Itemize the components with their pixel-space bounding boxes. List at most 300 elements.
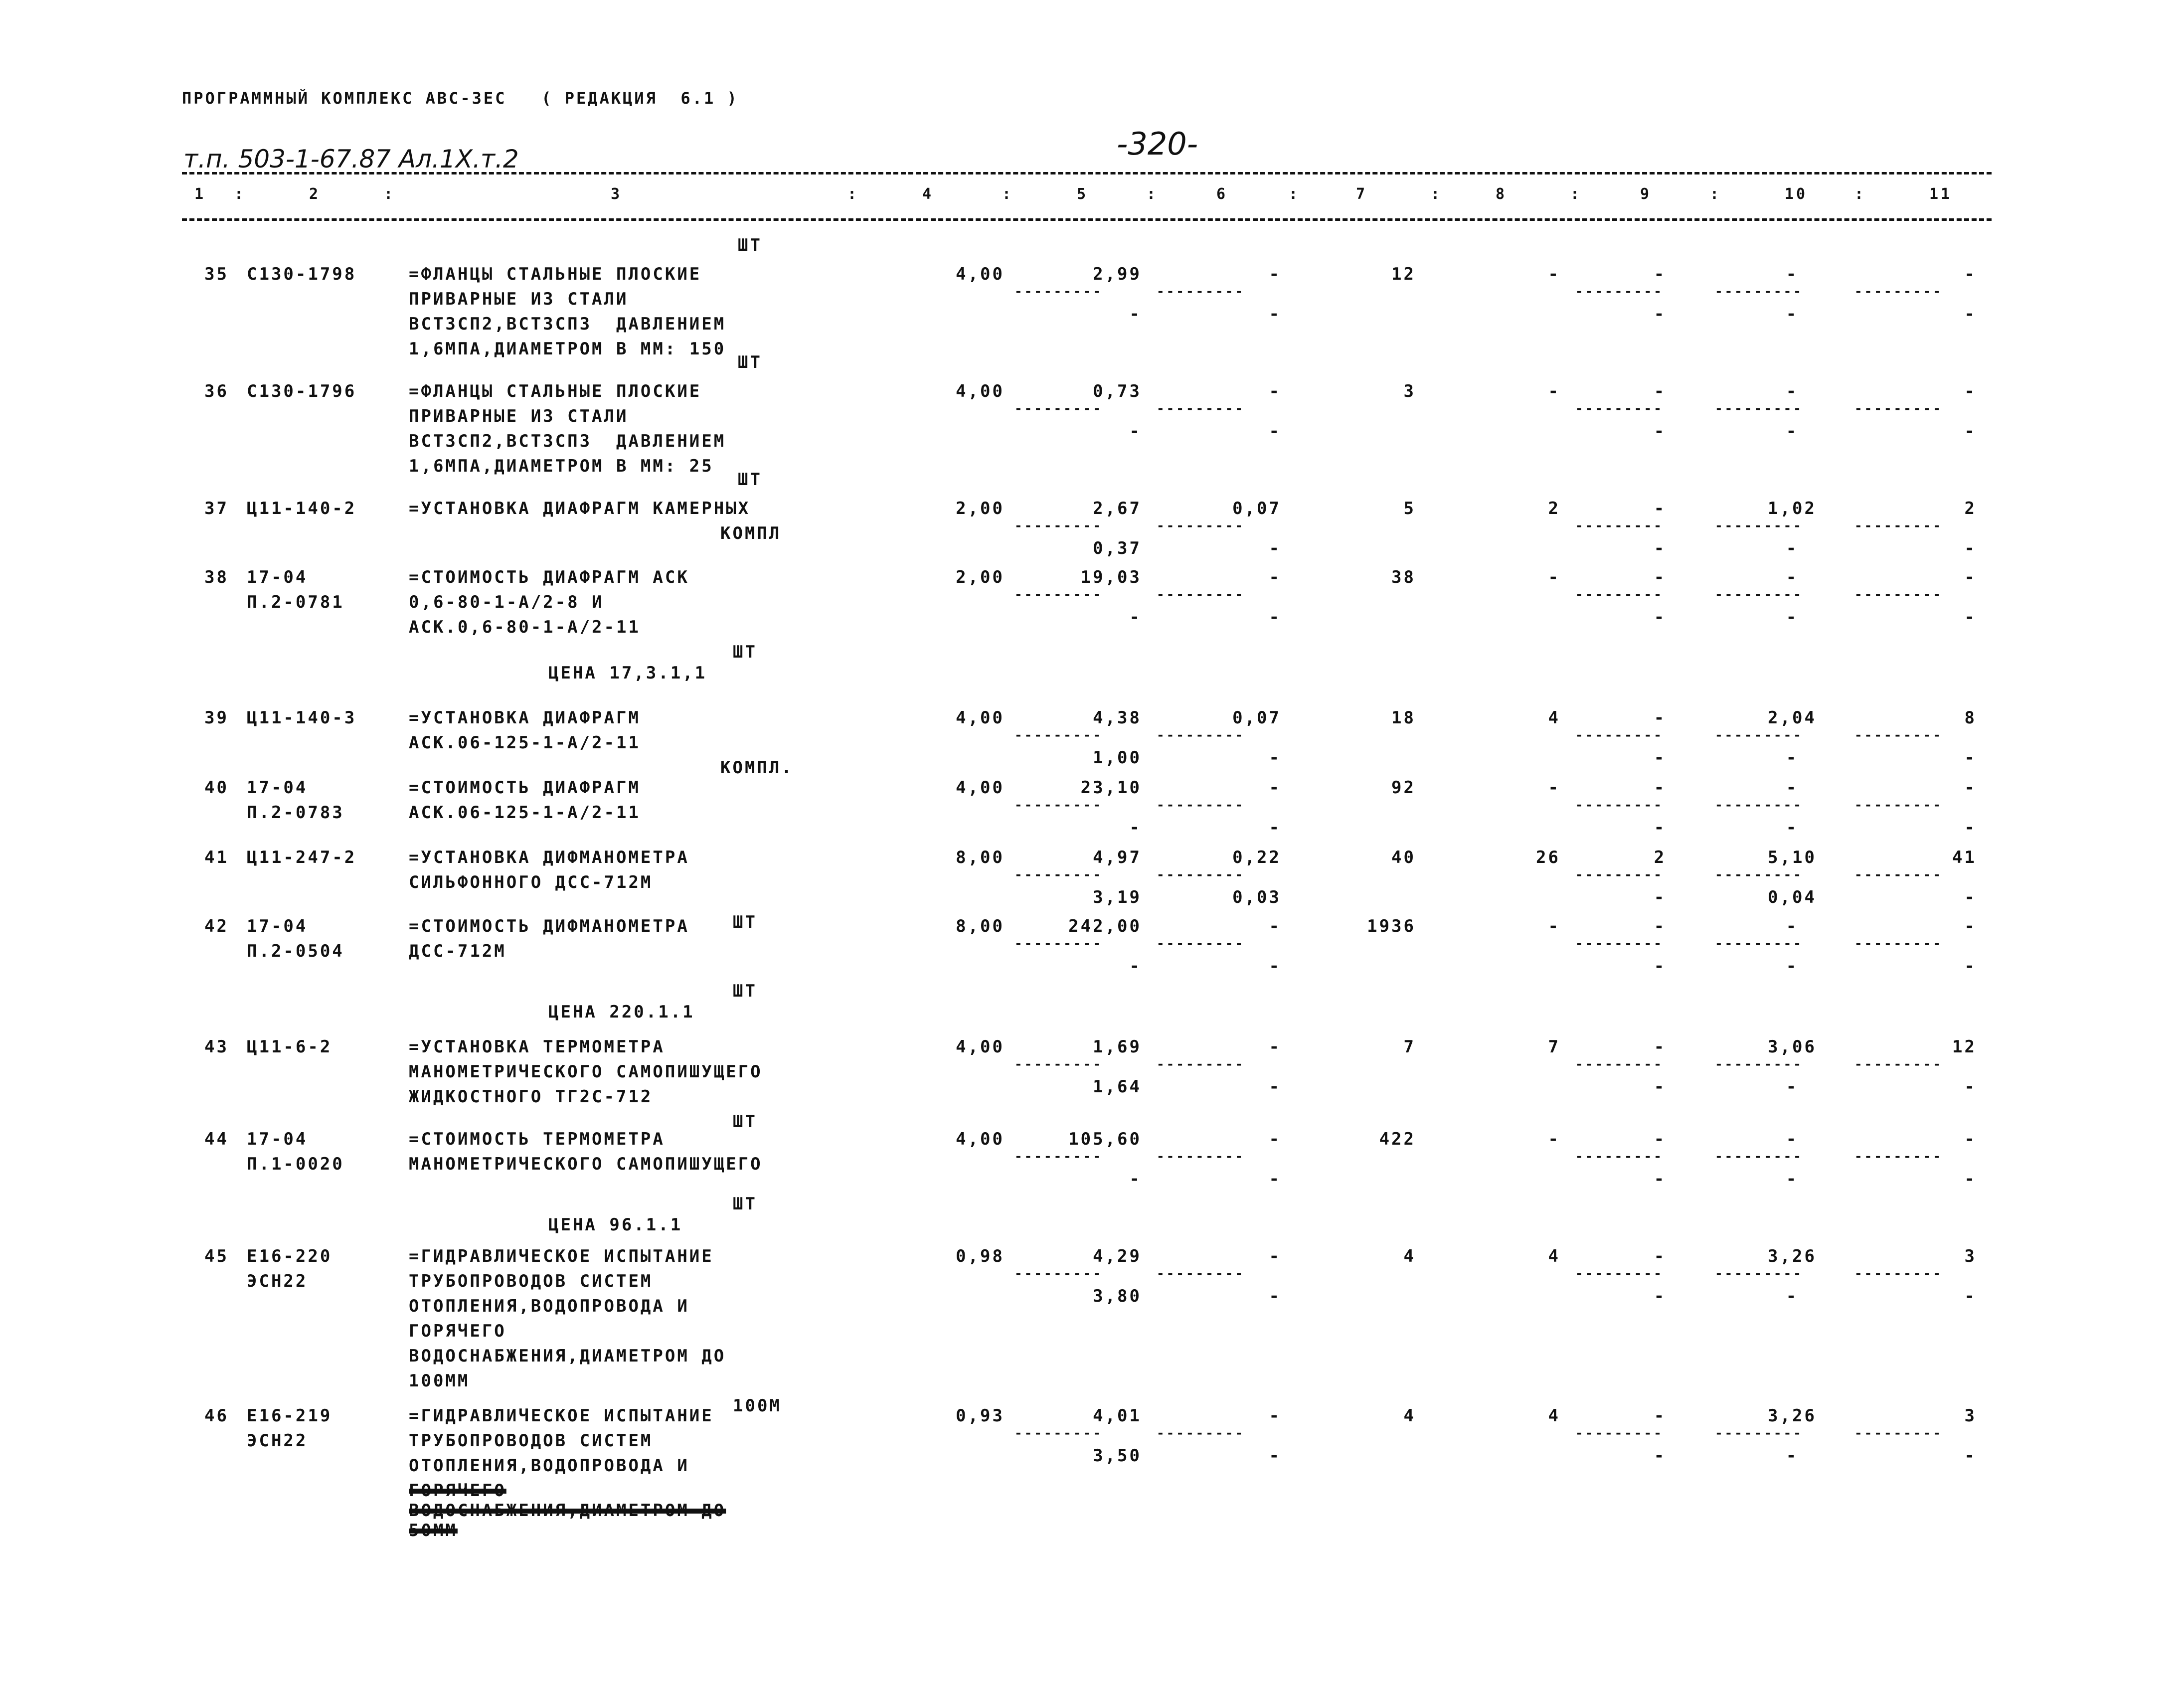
- description-line: ДСС-712М: [409, 941, 506, 961]
- col10-dashes: ---------: [1715, 1426, 1803, 1441]
- total-machine-wages: -: [1654, 748, 1667, 768]
- unit-label: 100М: [733, 1396, 782, 1416]
- unit-label: КОМПЛ.: [720, 758, 794, 778]
- price-note: ЦЕНА 220.1.1: [548, 1002, 695, 1022]
- total-wages: -: [1548, 778, 1560, 798]
- col11-dashes: ---------: [1854, 1149, 1943, 1164]
- quantity: 4,00: [956, 778, 1005, 798]
- labour-total-machine: -: [1964, 1077, 1977, 1097]
- unit-cost-wages: -: [1129, 607, 1142, 627]
- total-machine-wages: -: [1654, 1446, 1667, 1466]
- labour: -: [1786, 916, 1799, 936]
- quantity: 2,00: [956, 499, 1005, 518]
- col9-dashes: ---------: [1575, 798, 1664, 813]
- total-machine-wages: -: [1654, 607, 1667, 627]
- unit-cost: 1,69: [1093, 1037, 1142, 1057]
- total-cost: 92: [1391, 778, 1416, 798]
- unit-cost-wages: -: [1129, 818, 1142, 838]
- unit-cost-wages: 3,19: [1093, 887, 1142, 907]
- machine-cost-wages: -: [1269, 818, 1281, 838]
- machine-cost-wages: -: [1269, 1169, 1281, 1189]
- description-line: =ФЛАНЦЫ СТАЛЬНЫЕ ПЛОСКИЕ: [409, 381, 702, 401]
- description-line: =УСТАНОВКА ДИАФРАГМ КАМЕРНЫХ: [409, 499, 751, 518]
- column-separator: :: [1710, 185, 1722, 203]
- description-line: ГОРЯЧЕГО: [409, 1321, 506, 1341]
- labour-machine: -: [1786, 607, 1799, 627]
- cost-dashes: ---------: [1014, 518, 1103, 533]
- row-number: 44: [204, 1129, 229, 1149]
- labour-total: 2: [1964, 499, 1977, 518]
- col10-dashes: ---------: [1715, 401, 1803, 416]
- machine-dashes: ---------: [1157, 1426, 1245, 1441]
- page-number: -320-: [1117, 126, 1198, 162]
- unit-cost-wages: -: [1129, 956, 1142, 976]
- total-wages: -: [1548, 916, 1560, 936]
- labour-total-machine: -: [1964, 421, 1977, 441]
- machine-cost: -: [1269, 1129, 1281, 1149]
- unit-cost-wages: 3,80: [1093, 1286, 1142, 1306]
- col9-dashes: ---------: [1575, 728, 1664, 743]
- description-line: 0,6-80-1-А/2-8 И: [409, 592, 604, 612]
- resource-code: П.2-0781: [247, 592, 344, 612]
- unit-label: ШТ: [733, 912, 757, 932]
- col10-dashes: ---------: [1715, 1266, 1803, 1281]
- cost-dashes: ---------: [1014, 728, 1103, 743]
- col9-dashes: ---------: [1575, 867, 1664, 882]
- machine-dashes: ---------: [1157, 728, 1245, 743]
- resource-code: ЭСН22: [247, 1271, 308, 1291]
- total-wages: -: [1548, 567, 1560, 587]
- labour: 2,04: [1768, 708, 1817, 728]
- machine-dashes: ---------: [1157, 518, 1245, 533]
- description-line: АСК.0,6-80-1-А/2-11: [409, 617, 641, 637]
- labour: 5,10: [1768, 848, 1817, 867]
- quantity: 8,00: [956, 916, 1005, 936]
- column-number: 8: [1496, 185, 1508, 203]
- quantity: 4,00: [956, 1037, 1005, 1057]
- resource-code: П.1-0020: [247, 1154, 344, 1174]
- total-machine: -: [1654, 381, 1667, 401]
- quantity: 0,98: [956, 1246, 1005, 1266]
- machine-cost: -: [1269, 1037, 1281, 1057]
- col9-dashes: ---------: [1575, 1426, 1664, 1441]
- row-number: 36: [204, 381, 229, 401]
- labour-total-machine: -: [1964, 748, 1977, 768]
- total-cost: 1936: [1367, 916, 1416, 936]
- total-machine: -: [1654, 1037, 1667, 1057]
- row-number: 41: [204, 848, 229, 867]
- unit-cost: 4,38: [1093, 708, 1142, 728]
- column-separator: :: [384, 185, 396, 203]
- machine-cost: -: [1269, 567, 1281, 587]
- total-machine: -: [1654, 1246, 1667, 1266]
- total-cost: 4: [1403, 1246, 1416, 1266]
- description-line: 100ММ: [409, 1371, 470, 1391]
- machine-dashes: ---------: [1157, 936, 1245, 951]
- column-separator: :: [1431, 185, 1443, 203]
- labour-total-machine: -: [1964, 1286, 1977, 1306]
- labour-machine: 0,04: [1768, 887, 1817, 907]
- description-line: =ГИДРАВЛИЧЕСКОЕ ИСПЫТАНИЕ: [409, 1406, 714, 1426]
- machine-dashes: ---------: [1157, 867, 1245, 882]
- total-wages: -: [1548, 1129, 1560, 1149]
- col10-dashes: ---------: [1715, 1057, 1803, 1072]
- column-number: 5: [1077, 185, 1089, 203]
- row-number: 40: [204, 778, 229, 798]
- unit-label: ШТ: [733, 1112, 757, 1132]
- labour-total: -: [1964, 778, 1977, 798]
- total-wages: 7: [1548, 1037, 1560, 1057]
- col11-dashes: ---------: [1854, 1057, 1943, 1072]
- total-cost: 40: [1391, 848, 1416, 867]
- header-rule-top: [182, 172, 1992, 174]
- total-wages: 2: [1548, 499, 1560, 518]
- unit-cost: 2,67: [1093, 499, 1142, 518]
- description-line: =СТОИМОСТЬ ДИФМАНОМЕТРА: [409, 916, 689, 936]
- total-machine: -: [1654, 1406, 1667, 1426]
- description-line: =СТОИМОСТЬ ДИАФРАГМ: [409, 778, 641, 798]
- col11-dashes: ---------: [1854, 1426, 1943, 1441]
- total-machine-wages: -: [1654, 1077, 1667, 1097]
- col11-dashes: ---------: [1854, 1266, 1943, 1281]
- resource-code: 17-04: [247, 567, 308, 587]
- machine-dashes: ---------: [1157, 401, 1245, 416]
- description-line: ТРУБОПРОВОДОВ СИСТЕМ: [409, 1271, 653, 1291]
- row-number: 43: [204, 1037, 229, 1057]
- unit-label: ШТ: [738, 235, 762, 255]
- cost-dashes: ---------: [1014, 1057, 1103, 1072]
- quantity: 4,00: [956, 1129, 1005, 1149]
- unit-cost: 0,73: [1093, 381, 1142, 401]
- column-separator: :: [1854, 185, 1866, 203]
- machine-cost: -: [1269, 1246, 1281, 1266]
- unit-cost-wages: -: [1129, 1169, 1142, 1189]
- col10-dashes: ---------: [1715, 798, 1803, 813]
- resource-code: Е16-220: [247, 1246, 333, 1266]
- col11-dashes: ---------: [1854, 284, 1943, 299]
- labour-total: -: [1964, 1129, 1977, 1149]
- total-cost: 18: [1391, 708, 1416, 728]
- machine-cost-wages: -: [1269, 607, 1281, 627]
- description-line: АСК.06-125-1-А/2-11: [409, 803, 641, 823]
- row-number: 46: [204, 1406, 229, 1426]
- unit-cost: 4,29: [1093, 1246, 1142, 1266]
- labour-total-machine: -: [1964, 1446, 1977, 1466]
- machine-cost-wages: -: [1269, 538, 1281, 558]
- labour: 1,02: [1768, 499, 1817, 518]
- total-cost: 4: [1403, 1406, 1416, 1426]
- total-machine-wages: -: [1654, 304, 1667, 324]
- description-line: ВОДОСНАБЖЕНИЯ,ДИАМЕТРОМ ДО: [409, 1346, 726, 1366]
- cost-dashes: ---------: [1014, 936, 1103, 951]
- row-number: 35: [204, 264, 229, 284]
- labour-total-machine: -: [1964, 956, 1977, 976]
- description-line: =УСТАНОВКА ДИАФРАГМ: [409, 708, 641, 728]
- total-machine: -: [1654, 916, 1667, 936]
- labour-machine: -: [1786, 1077, 1799, 1097]
- column-number: 4: [922, 185, 934, 203]
- column-separator: :: [1570, 185, 1582, 203]
- unit-label: ШТ: [733, 981, 757, 1001]
- cost-dashes: ---------: [1014, 1266, 1103, 1281]
- total-machine: -: [1654, 708, 1667, 728]
- col11-dashes: ---------: [1854, 728, 1943, 743]
- total-machine: -: [1654, 1129, 1667, 1149]
- col9-dashes: ---------: [1575, 518, 1664, 533]
- labour-total: -: [1964, 381, 1977, 401]
- unit-cost-wages: -: [1129, 304, 1142, 324]
- labour-total: 3: [1964, 1406, 1977, 1426]
- description-line: ОТОПЛЕНИЯ,ВОДОПРОВОДА И: [409, 1296, 689, 1316]
- cost-dashes: ---------: [1014, 587, 1103, 602]
- col10-dashes: ---------: [1715, 728, 1803, 743]
- unit-label: ШТ: [738, 470, 762, 490]
- description-line: =УСТАНОВКА ДИФМАНОМЕТРА: [409, 848, 689, 867]
- column-number: 10: [1785, 185, 1808, 203]
- labour: -: [1786, 1129, 1799, 1149]
- total-machine: -: [1654, 778, 1667, 798]
- labour-machine: -: [1786, 818, 1799, 838]
- total-machine: 2: [1654, 848, 1667, 867]
- col9-dashes: ---------: [1575, 401, 1664, 416]
- struck-line: ВОДОСНАБЖЕНИЯ,ДИАМЕТРОМ ДО: [409, 1501, 726, 1521]
- total-wages: -: [1548, 381, 1560, 401]
- description-line: =СТОИМОСТЬ ДИАФРАГМ АСК: [409, 567, 689, 587]
- total-cost: 422: [1379, 1129, 1416, 1149]
- program-title: ПРОГРАММНЫЙ КОМПЛЕКС АВС-3ЕС ( РЕДАКЦИЯ 6.1 ): [182, 89, 739, 108]
- total-wages: 4: [1548, 708, 1560, 728]
- machine-dashes: ---------: [1157, 587, 1245, 602]
- labour-total-machine: -: [1964, 887, 1977, 907]
- col11-dashes: ---------: [1854, 798, 1943, 813]
- description-line: МАНОМЕТРИЧЕСКОГО САМОПИШУЩЕГО: [409, 1154, 763, 1174]
- description-line: СИЛЬФОННОГО ДСС-712М: [409, 872, 653, 892]
- unit-label: ШТ: [733, 1194, 757, 1214]
- machine-cost-wages: -: [1269, 956, 1281, 976]
- machine-cost: 0,07: [1232, 708, 1281, 728]
- column-separator: :: [1147, 185, 1159, 203]
- resource-code: 17-04: [247, 778, 308, 798]
- unit-label: КОМПЛ: [720, 523, 782, 543]
- price-note: ЦЕНА 96.1.1: [548, 1215, 683, 1235]
- labour-total: 12: [1952, 1037, 1977, 1057]
- machine-cost-wages: -: [1269, 1286, 1281, 1306]
- resource-code: 17-04: [247, 1129, 308, 1149]
- column-number: 7: [1356, 185, 1368, 203]
- machine-dashes: ---------: [1157, 1149, 1245, 1164]
- row-number: 38: [204, 567, 229, 587]
- resource-code: ЭСН22: [247, 1431, 308, 1451]
- col11-dashes: ---------: [1854, 587, 1943, 602]
- description-line: ПРИВАРНЫЕ ИЗ СТАЛИ: [409, 406, 629, 426]
- labour-total-machine: -: [1964, 304, 1977, 324]
- resource-code: Ц11-140-3: [247, 708, 357, 728]
- labour: -: [1786, 264, 1799, 284]
- machine-dashes: ---------: [1157, 284, 1245, 299]
- machine-cost: 0,07: [1232, 499, 1281, 518]
- col11-dashes: ---------: [1854, 936, 1943, 951]
- cost-dashes: ---------: [1014, 1149, 1103, 1164]
- labour-machine: -: [1786, 1286, 1799, 1306]
- column-number: 1: [194, 185, 206, 203]
- labour-machine: -: [1786, 538, 1799, 558]
- machine-dashes: ---------: [1157, 1266, 1245, 1281]
- total-cost: 7: [1403, 1037, 1416, 1057]
- cost-dashes: ---------: [1014, 798, 1103, 813]
- row-number: 45: [204, 1246, 229, 1266]
- labour: -: [1786, 778, 1799, 798]
- total-machine-wages: -: [1654, 421, 1667, 441]
- resource-code: С130-1796: [247, 381, 357, 401]
- labour-total: -: [1964, 264, 1977, 284]
- struck-line: ГОРЯЧЕГО: [409, 1481, 506, 1501]
- description-line: ПРИВАРНЫЕ ИЗ СТАЛИ: [409, 289, 629, 309]
- labour-total-machine: -: [1964, 818, 1977, 838]
- cost-dashes: ---------: [1014, 867, 1103, 882]
- total-machine: -: [1654, 264, 1667, 284]
- col10-dashes: ---------: [1715, 936, 1803, 951]
- unit-cost: 23,10: [1080, 778, 1142, 798]
- total-machine-wages: -: [1654, 887, 1667, 907]
- resource-code: Ц11-140-2: [247, 499, 357, 518]
- labour: -: [1786, 381, 1799, 401]
- total-machine-wages: -: [1654, 538, 1667, 558]
- unit-cost-wages: 1,64: [1093, 1077, 1142, 1097]
- machine-cost: -: [1269, 381, 1281, 401]
- col11-dashes: ---------: [1854, 401, 1943, 416]
- total-wages: 4: [1548, 1246, 1560, 1266]
- labour-total: -: [1964, 916, 1977, 936]
- col10-dashes: ---------: [1715, 284, 1803, 299]
- col10-dashes: ---------: [1715, 518, 1803, 533]
- cost-dashes: ---------: [1014, 401, 1103, 416]
- machine-cost: -: [1269, 264, 1281, 284]
- resource-code: Ц11-6-2: [247, 1037, 333, 1057]
- description-line: =СТОИМОСТЬ ТЕРМОМЕТРА: [409, 1129, 665, 1149]
- unit-label: ШТ: [738, 352, 762, 372]
- description-line: =УСТАНОВКА ТЕРМОМЕТРА: [409, 1037, 665, 1057]
- resource-code: 17-04: [247, 916, 308, 936]
- col11-dashes: ---------: [1854, 867, 1943, 882]
- column-number: 9: [1640, 185, 1652, 203]
- machine-dashes: ---------: [1157, 798, 1245, 813]
- quantity: 4,00: [956, 381, 1005, 401]
- total-machine-wages: -: [1654, 956, 1667, 976]
- unit-cost-wages: -: [1129, 421, 1142, 441]
- col10-dashes: ---------: [1715, 587, 1803, 602]
- machine-cost-wages: -: [1269, 421, 1281, 441]
- col9-dashes: ---------: [1575, 1149, 1664, 1164]
- quantity: 4,00: [956, 264, 1005, 284]
- column-separator: :: [1289, 185, 1301, 203]
- cost-dashes: ---------: [1014, 1426, 1103, 1441]
- column-number: 11: [1929, 185, 1953, 203]
- machine-cost-wages: 0,03: [1232, 887, 1281, 907]
- document-reference: т.п. 503-1-67.87 Ал.1Х.т.2: [183, 145, 519, 173]
- description-line: АСК.06-125-1-А/2-11: [409, 733, 641, 753]
- total-cost: 12: [1391, 264, 1416, 284]
- unit-cost: 4,01: [1093, 1406, 1142, 1426]
- column-number: 6: [1216, 185, 1228, 203]
- labour-total-machine: -: [1964, 538, 1977, 558]
- resource-code: П.2-0783: [247, 803, 344, 823]
- description-line: =ГИДРАВЛИЧЕСКОЕ ИСПЫТАНИЕ: [409, 1246, 714, 1266]
- quantity: 2,00: [956, 567, 1005, 587]
- column-separator: :: [234, 185, 246, 203]
- labour-machine: -: [1786, 1446, 1799, 1466]
- unit-cost: 105,60: [1068, 1129, 1142, 1149]
- machine-dashes: ---------: [1157, 1057, 1245, 1072]
- description-line: ЖИДКОСТНОГО ТГ2С-712: [409, 1087, 653, 1107]
- unit-cost: 4,97: [1093, 848, 1142, 867]
- labour-machine: -: [1786, 956, 1799, 976]
- unit-cost: 2,99: [1093, 264, 1142, 284]
- column-number: 3: [611, 185, 623, 203]
- labour-total: -: [1964, 567, 1977, 587]
- description-line: ОТОПЛЕНИЯ,ВОДОПРОВОДА И: [409, 1456, 689, 1476]
- col9-dashes: ---------: [1575, 1057, 1664, 1072]
- unit-cost: 19,03: [1080, 567, 1142, 587]
- col9-dashes: ---------: [1575, 1266, 1664, 1281]
- row-number: 37: [204, 499, 229, 518]
- labour: 3,26: [1768, 1406, 1817, 1426]
- resource-code: Е16-219: [247, 1406, 333, 1426]
- total-cost: 38: [1391, 567, 1416, 587]
- unit-cost-wages: 1,00: [1093, 748, 1142, 768]
- unit-cost-wages: 3,50: [1093, 1446, 1142, 1466]
- row-number: 39: [204, 708, 229, 728]
- price-note: ЦЕНА 17,3.1,1: [548, 663, 707, 683]
- labour: -: [1786, 567, 1799, 587]
- machine-cost: -: [1269, 916, 1281, 936]
- header-rule-bottom: [182, 218, 1992, 221]
- total-machine-wages: -: [1654, 1286, 1667, 1306]
- cost-dashes: ---------: [1014, 284, 1103, 299]
- quantity: 0,93: [956, 1406, 1005, 1426]
- unit-cost: 242,00: [1068, 916, 1142, 936]
- labour-machine: -: [1786, 304, 1799, 324]
- description-line: 1,6МПА,ДИАМЕТРОМ В ММ: 25: [409, 456, 714, 476]
- col9-dashes: ---------: [1575, 284, 1664, 299]
- unit-label: ШТ: [733, 642, 757, 662]
- description-line: МАНОМЕТРИЧЕСКОГО САМОПИШУЩЕГО: [409, 1062, 763, 1082]
- col10-dashes: ---------: [1715, 1149, 1803, 1164]
- labour: 3,26: [1768, 1246, 1817, 1266]
- struck-line: 50ММ: [409, 1521, 458, 1540]
- total-machine: -: [1654, 567, 1667, 587]
- labour-machine: -: [1786, 421, 1799, 441]
- col9-dashes: ---------: [1575, 936, 1664, 951]
- total-cost: 3: [1403, 381, 1416, 401]
- machine-cost: 0,22: [1232, 848, 1281, 867]
- description-line: ВСТ3СП2,ВСТ3СП3 ДАВЛЕНИЕМ: [409, 314, 726, 334]
- labour-machine: -: [1786, 1169, 1799, 1189]
- machine-cost-wages: -: [1269, 1446, 1281, 1466]
- col9-dashes: ---------: [1575, 587, 1664, 602]
- total-wages: 4: [1548, 1406, 1560, 1426]
- labour-total-machine: -: [1964, 1169, 1977, 1189]
- total-machine-wages: -: [1654, 818, 1667, 838]
- labour-total: 8: [1964, 708, 1977, 728]
- col10-dashes: ---------: [1715, 867, 1803, 882]
- quantity: 8,00: [956, 848, 1005, 867]
- total-machine: -: [1654, 499, 1667, 518]
- machine-cost-wages: -: [1269, 748, 1281, 768]
- labour-total-machine: -: [1964, 607, 1977, 627]
- column-separator: :: [1002, 185, 1014, 203]
- column-number: 2: [309, 185, 321, 203]
- machine-cost: -: [1269, 778, 1281, 798]
